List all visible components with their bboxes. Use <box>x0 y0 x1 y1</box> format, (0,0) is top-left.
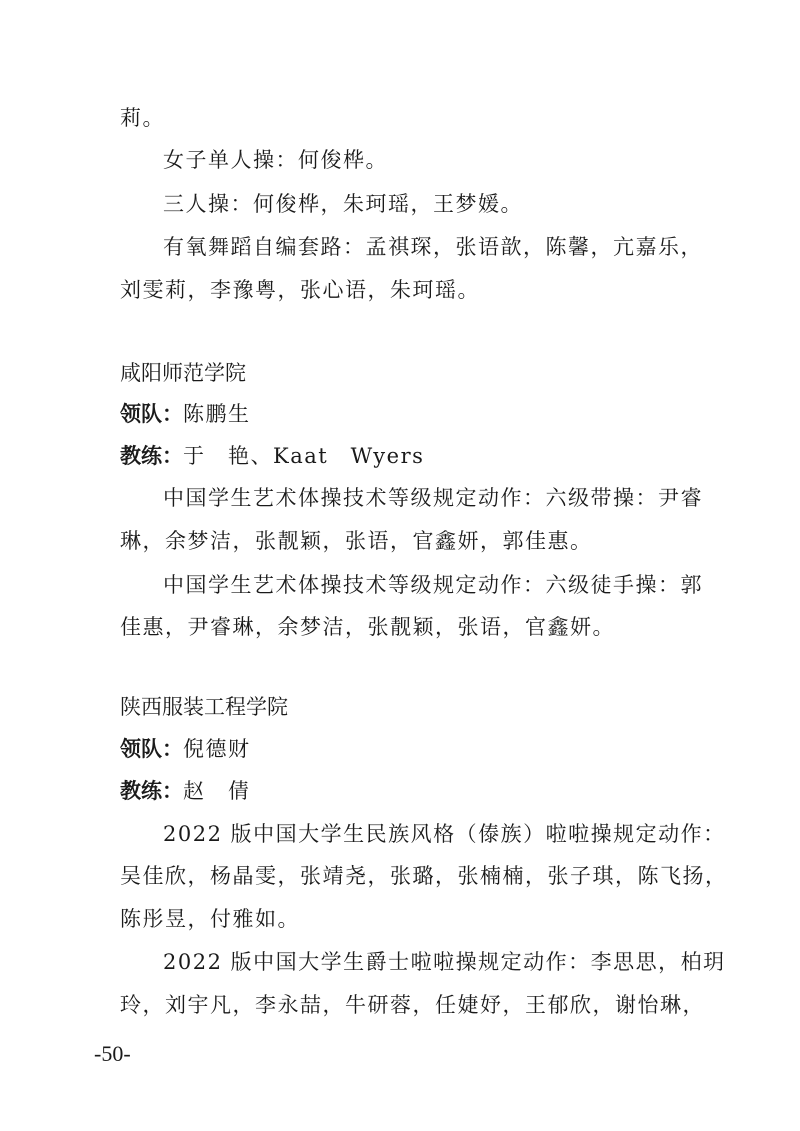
page-number: -50- <box>94 1041 131 1066</box>
coach-value: 于 艳、Kaat Wyers <box>183 444 425 468</box>
paragraph-line: 吴佳欣，杨晶雯，张靖尧，张璐，张楠楠，张子琪，陈飞扬， <box>120 864 728 888</box>
leader-value: 倪德财 <box>183 737 251 761</box>
school-heading: 陕西服装工程学院 <box>120 695 288 719</box>
intro-line-3: 三人操：何俊桦，朱珂瑶，王梦媛。 <box>163 192 523 216</box>
intro-line-2: 女子单人操：何俊桦。 <box>163 148 388 172</box>
paragraph-line: 2022 版中国大学生爵士啦啦操规定动作：李思思，柏玥 <box>163 950 726 974</box>
leader-line <box>120 735 251 763</box>
paragraph-line: 琳，余梦洁，张靓颖，张语，官鑫妍，郭佳惠。 <box>120 529 593 553</box>
coach-label: 教练： <box>120 444 183 468</box>
intro-line-4: 有氧舞蹈自编套路：孟祺琛，张语歆，陈馨，亢嘉乐， <box>163 235 703 259</box>
coach-line <box>120 442 424 470</box>
paragraph-line: 中国学生艺术体操技术等级规定动作：六级带操：尹睿 <box>163 486 703 510</box>
paragraph-line: 2022 版中国大学生民族风格（傣族）啦啦操规定动作： <box>163 822 726 846</box>
leader-value: 陈鹏生 <box>183 402 251 426</box>
leader-label: 领队： <box>120 402 183 426</box>
paragraph-line: 陈彤昱，付雅如。 <box>120 907 300 931</box>
intro-line-5: 刘雯莉，李豫粤，张心语，朱珂瑶。 <box>120 278 480 302</box>
leader-line <box>120 400 251 428</box>
coach-label: 教练： <box>120 779 183 803</box>
paragraph-line: 佳惠，尹睿琳，余梦洁，张靓颖，张语，官鑫妍。 <box>120 615 615 639</box>
leader-label: 领队： <box>120 737 183 761</box>
paragraph-line: 中国学生艺术体操技术等级规定动作：六级徒手操：郭 <box>163 573 703 597</box>
coach-value: 赵 倩 <box>183 779 251 803</box>
coach-line <box>120 777 251 805</box>
paragraph-line: 玲，刘宇凡，李永喆，牛研蓉，任婕妤，王郁欣，谢怡琳， <box>120 993 705 1017</box>
school-heading: 咸阳师范学院 <box>120 361 246 385</box>
intro-line-1: 莉。 <box>120 106 165 130</box>
